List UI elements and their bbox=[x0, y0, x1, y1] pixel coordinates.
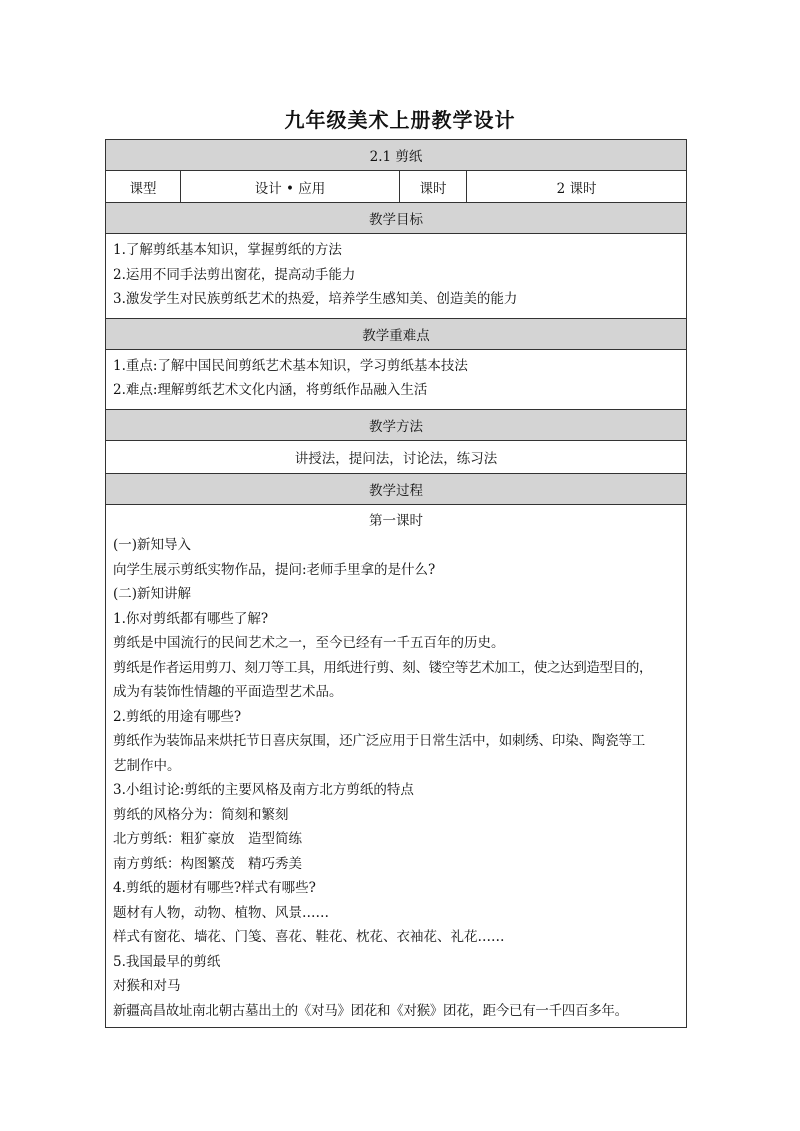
process-heading-row bbox=[106, 473, 687, 504]
process-line: 成为有装饰性情趣的平面造型艺术品。 bbox=[113, 684, 343, 700]
lesson-hours-label: 课时 bbox=[400, 171, 467, 203]
process-line: 剪纸是作者运用剪刀、刻刀等工具，用纸进行剪、刻、镂空等艺术加工，使之达到造型目的， bbox=[113, 659, 653, 676]
process-line: 3.小组讨论:剪纸的主要风格及南方北方剪纸的特点 bbox=[113, 782, 414, 798]
key-point-item: 2.难点:理解剪纸艺术文化内涵，将剪纸作品融入生活 bbox=[113, 382, 428, 398]
lesson-name: 2.1 剪纸 bbox=[106, 140, 687, 171]
objectives-body-row bbox=[106, 234, 687, 319]
process-line: 新疆高昌故址南北朝古墓出土的《对马》团花和《对猴》团花，距今已有一千四百多年。 bbox=[113, 1002, 628, 1019]
objectives-heading: 教学目标 bbox=[106, 203, 687, 234]
process-line: 南方剪纸：构图繁茂 精巧秀美 bbox=[113, 855, 302, 872]
objective-item: 3.激发学生对民族剪纸艺术的热爱，培养学生感知美、创造美的能力 bbox=[113, 291, 518, 307]
process-line: 艺制作中。 bbox=[113, 757, 181, 774]
lesson-type-value: 设计 • 应用 bbox=[181, 171, 400, 203]
document-title: 九年级美术上册教学设计 bbox=[284, 108, 516, 132]
objectives-list bbox=[106, 234, 687, 319]
process-line: 样式有窗花、墙花、门笺、喜花、鞋花、枕花、衣袖花、礼花…… bbox=[113, 929, 505, 945]
process-body-row bbox=[106, 504, 687, 1028]
process-line: 1.你对剪纸都有哪些了解? bbox=[113, 610, 269, 627]
objectives-heading-row bbox=[106, 203, 687, 234]
process-line: 4.剪纸的题材有哪些?样式有哪些? bbox=[113, 880, 316, 896]
objective-item: 1.了解剪纸基本知识，掌握剪纸的方法 bbox=[113, 242, 342, 258]
process-line: 2.剪纸的用途有哪些? bbox=[113, 708, 242, 725]
process-line: 剪纸的风格分为：简刻和繁刻 bbox=[113, 806, 289, 823]
methods-body-row bbox=[106, 440, 687, 473]
process-line: 对猴和对马 bbox=[113, 978, 181, 994]
methods-text: 讲授法，提问法，讨论法，练习法 bbox=[106, 440, 687, 473]
process-line: (一)新知导入 bbox=[113, 537, 192, 553]
key-points-heading-row bbox=[106, 318, 687, 349]
process-heading: 教学过程 bbox=[106, 473, 687, 504]
lesson-plan-table bbox=[105, 139, 687, 1028]
lesson-info-row bbox=[106, 171, 687, 203]
process-content bbox=[106, 504, 687, 1028]
key-points-body-row bbox=[106, 349, 687, 409]
lesson-hours-value: 2 课时 bbox=[467, 171, 687, 203]
process-line: 剪纸作为装饰品来烘托节日喜庆氛围，还广泛应用于日常生活中，如刺绣、印染、陶瓷等工 bbox=[113, 733, 645, 749]
objective-item: 2.运用不同手法剪出窗花，提高动手能力 bbox=[113, 266, 356, 283]
process-line: 北方剪纸：粗犷豪放 造型简练 bbox=[113, 831, 302, 847]
methods-heading-row bbox=[106, 409, 687, 440]
process-line: 向学生展示剪纸实物作品，提问:老师手里拿的是什么? bbox=[113, 561, 436, 578]
process-line: 剪纸是中国流行的民间艺术之一，至今已经有一千五百年的历史。 bbox=[113, 635, 505, 651]
session-title: 第一课时 bbox=[369, 512, 423, 529]
process-line: (二)新知讲解 bbox=[113, 586, 192, 602]
lesson-type-label: 课型 bbox=[106, 171, 181, 203]
key-points-list bbox=[106, 349, 687, 409]
key-points-heading: 教学重难点 bbox=[106, 318, 687, 349]
process-line: 题材有人物，动物、植物、风景…… bbox=[113, 904, 329, 921]
key-point-item: 1.重点:了解中国民间剪纸艺术基本知识，学习剪纸基本技法 bbox=[113, 357, 468, 374]
methods-heading: 教学方法 bbox=[106, 409, 687, 440]
lesson-name-row bbox=[106, 140, 687, 171]
process-line: 5.我国最早的剪纸 bbox=[113, 953, 221, 970]
